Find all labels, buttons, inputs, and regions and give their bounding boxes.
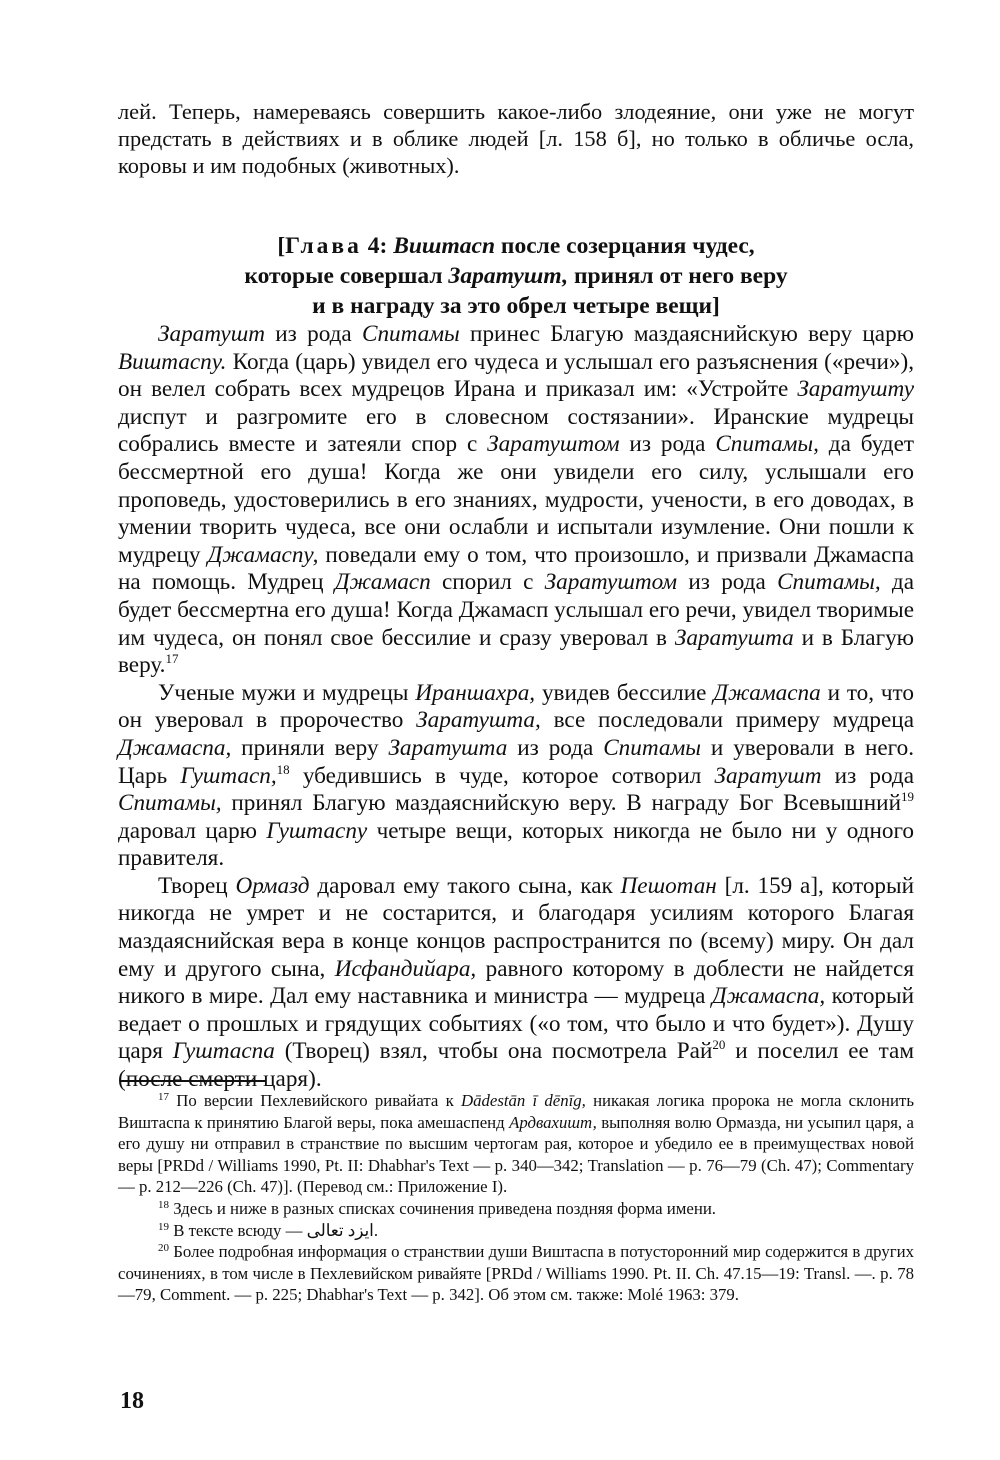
opening-paragraph: лей. Теперь, намереваясь совершить какое-либо злодеяние, они уже не могут предстать в действиях и в облике людей [л. 158 б], но только в обличье осла, коровы и им подобных (животных). [118,99,914,178]
footnote-ref-19: 19 [901,789,914,805]
footnote-divider [120,1080,266,1082]
footnote-20: $^{20}$ Более подробная информация о странствии души Виштаспа в потусторонний мир содержится в других сочинениях, в том числе в Пехлевийском ривайяте [PRDd / Williams 1990. Pt. II. Ch. 47.15—19: Transl. —. p. 78—79, Comment. — p. 225; Dhabhar's Text — p. 342]. Об этом см. также: Molé 1963: 379. [118,1242,914,1305]
paragraph-1: Заратушт из рода Спитамы принес Благую маздаяснийскую веру царю Виштаспу. Когда (царь) увидел его чудеса и услышал его разъяснения («речи»), он велел собрать всех мудрецов Ирана и приказал им: «Устройте Заратушту диспут и разгромите его в словесном состязании». Иранские мудрецы собрались вместе и затеяли спор с Заратуштом из рода Спитамы, да будет бессмертной его душа! Когда же они увидели его силу, услышали его проповедь, удостоверились в его знаниях, мудрости, учености, в его доводах, в умении творить чудеса, все они ослабли и испытали изумление. Они пошли к мудрецу Джамаспу, поведали ему о том, что произошло, и призвали Джамаспа на помощь. Мудрец Джамасп спорил с Заратуштом из рода Спитамы, да будет бессмертна его душа! Когда Джамасп услышал его речи, увидел творимые им чудеса, он понял свое бессилие и сразу уверовал в Заратушта и в Благую веру.$^{17}$ [118,321,914,679]
footnote-18: $^{18}$ Здесь и ниже в разных списках сочинения приведена поздняя форма имени. [158,1198,717,1218]
paragraph-3: Творец Ормазд даровал ему такого сына, как Пешотан [л. 159 а], который никогда не умрет и не состарится, и благодаря усилиям которого Благая маздаяснийская вера в конце концов распространится по (всему) миру. Он дал ему и другого сына, Исфандийара, равного которому в доблести не найдется никого в мире. Дал ему наставника и министра — мудреца Джамаспа, который ведает о прошлых и грядущих событиях («о том, что было и что будет»). Душу царя Гуштаспа (Творец) взял, чтобы она посмотрела Рай$^{20}$ и поселил ее там (после смерти царя). [118,872,915,1093]
footnotes [118,1090,914,1306]
footnote-19: $^{19}$ В тексте всюду — ایزد تعالی. [158,1220,379,1240]
page-number: 18 [120,1388,144,1414]
paragraph-2: Ученые мужи и мудрецы Ираншахра, увидев бессилие Джамаспа и то, что он уверовал в пророчество Заратушта, все последовали примеру мудреца Джамаспа, приняли веру Заратушта из рода Спитамы и уверовали в него. Царь Гуштасп,$^{18}$ убедившись в чуде, которое сотворил Заратушт из рода Спитамы, принял Благую маздаяснийскую веру. В награду Бог Всевышний$^{19}$ даровал царю Гуштаспу четыре вещи, которых никогда не было ни у одного правителя. [118,679,915,872]
chapter-heading: [Глава 4: Виштасп после созерцания чудес, которые совершал Заратушт, принял от него веру и в награду за это обрел четыре вещи] [244,233,788,319]
footnote-17: $^{17}$ По версии Пехлевийского ривайата к Dādestān ī dēnīg, никакая логика пророка не могла склонить Виштаспа к принятию Благой веры, пока амешаспенд Ардвахишт, выполняя волю Ормазда, ни усыпил царя, а его душу ни отправил в странствие по высшим чертогам рая, которое и убедило ее в преимуществах новой веры [PRDd / Williams 1990, Pt. II: Dhabhar's Text — p. 340—342; Translation — p. 76—79 (Ch. 47); Commentary — p. 212—226 (Ch. 47)]. (Перевод см.: Приложение I). [118,1091,914,1197]
arabic-phrase: ایزد تعالی [306,1220,374,1240]
footnote-ref-17: 17 [165,651,179,667]
main-text [118,98,914,1094]
footnote-ref-20: 20 [712,1037,726,1053]
footnote-ref-18: 18 [276,761,290,777]
